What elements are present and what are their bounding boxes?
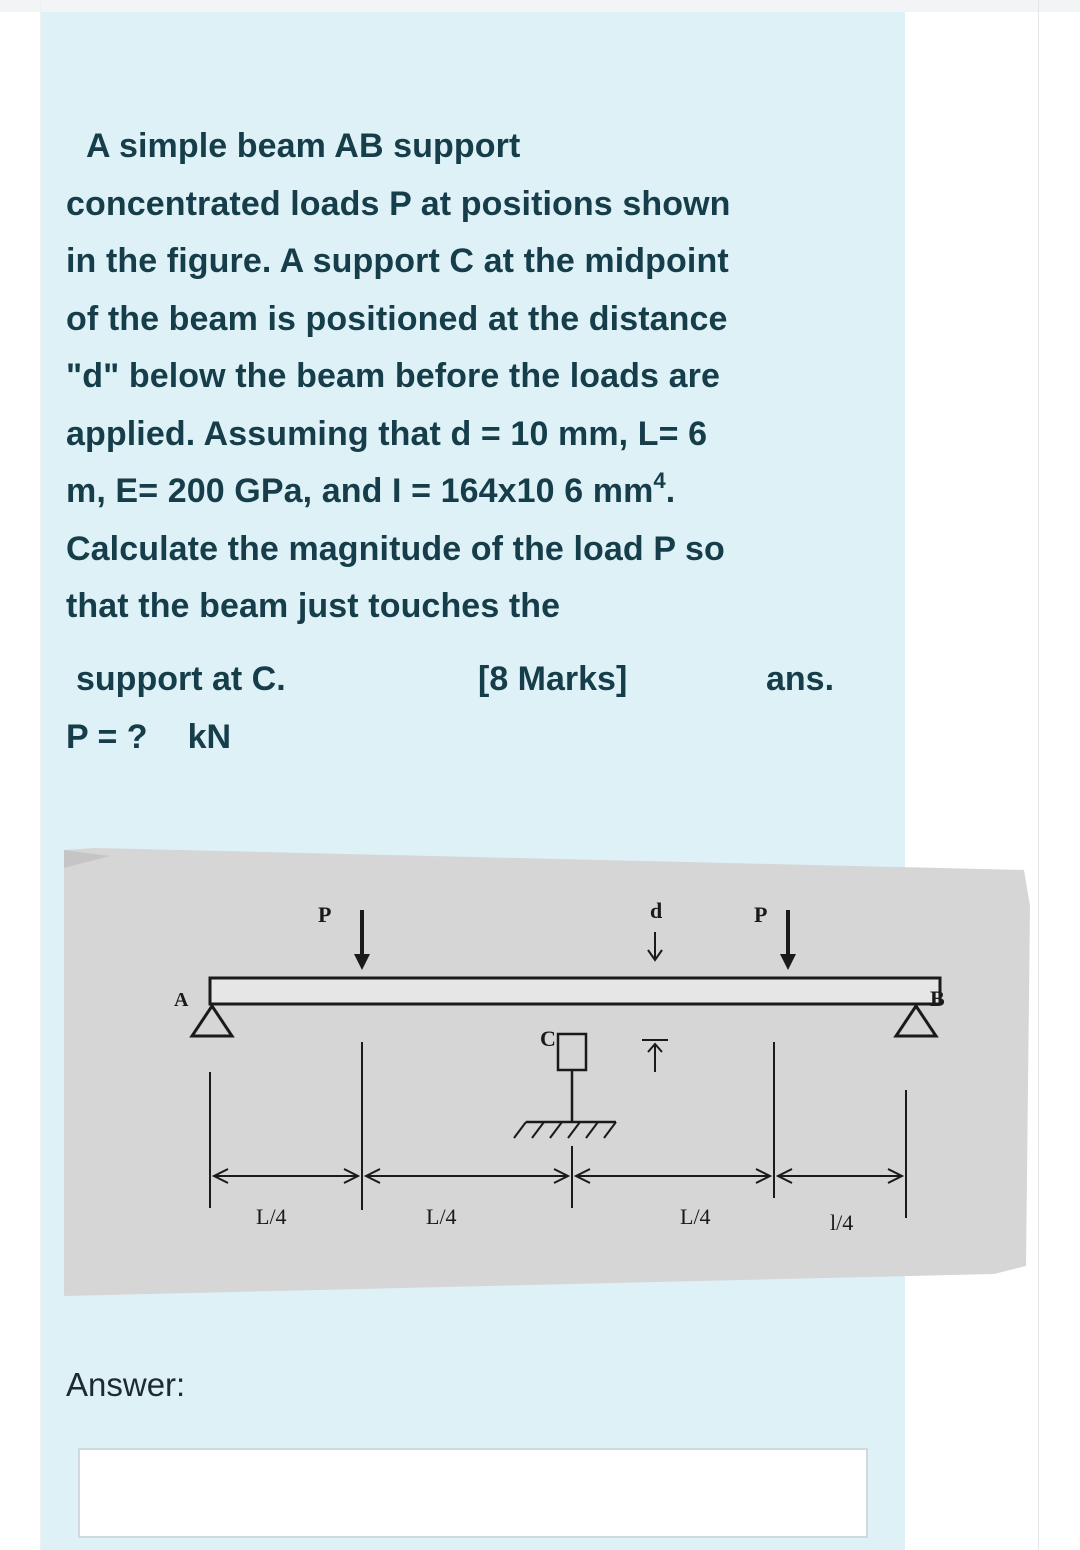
unit-text: kN bbox=[187, 718, 232, 756]
answer-input[interactable] bbox=[78, 1448, 868, 1538]
question-line-7-text: m, E= 200 GPa, and I = 164x10 6 mm bbox=[66, 472, 654, 510]
label-p2: P bbox=[754, 902, 768, 927]
span-label-3: L/4 bbox=[680, 1204, 711, 1229]
p-row bbox=[66, 718, 231, 757]
span-label-1: L/4 bbox=[256, 1204, 287, 1229]
beam-figure bbox=[64, 846, 1036, 1300]
span-label-4: l/4 bbox=[830, 1210, 854, 1235]
p-text: P = ? bbox=[66, 718, 148, 756]
question-line-5: "d" below the beam before the loads are bbox=[66, 357, 720, 395]
question-line-1: A simple beam AB support bbox=[86, 127, 521, 165]
label-a: A bbox=[174, 989, 189, 1011]
question-line-9: that the beam just touches the bbox=[66, 587, 561, 625]
support-text: support at C. bbox=[76, 660, 286, 698]
label-b: B bbox=[930, 986, 945, 1011]
question-text bbox=[66, 118, 866, 636]
question-line-8: Calculate the magnitude of the load P so bbox=[66, 529, 725, 568]
label-c: C bbox=[540, 1026, 556, 1051]
label-d: d bbox=[650, 898, 663, 923]
question-line-6: applied. Assuming that d = 10 mm, L= 6 bbox=[66, 414, 708, 453]
question-line-2: concentrated loads P at positions shown bbox=[66, 184, 731, 223]
label-p1: P bbox=[318, 902, 332, 927]
top-strip bbox=[0, 0, 1080, 12]
right-border bbox=[1038, 0, 1039, 1550]
span-label-2: L/4 bbox=[426, 1204, 457, 1229]
question-line-4: of the beam is positioned at the distance bbox=[66, 299, 728, 338]
exponent: 4 bbox=[653, 468, 666, 493]
question-line-7 bbox=[66, 463, 866, 521]
beam bbox=[210, 978, 940, 1004]
ans-text: ans. bbox=[766, 660, 835, 698]
marks-text: [8 Marks] bbox=[478, 660, 628, 698]
figure-paper bbox=[64, 848, 1030, 1296]
period: . bbox=[665, 472, 676, 510]
question-line-3: in the figure. A support C at the midpoint bbox=[66, 242, 729, 280]
answer-label: Answer: bbox=[66, 1366, 186, 1403]
support-row bbox=[76, 660, 856, 714]
